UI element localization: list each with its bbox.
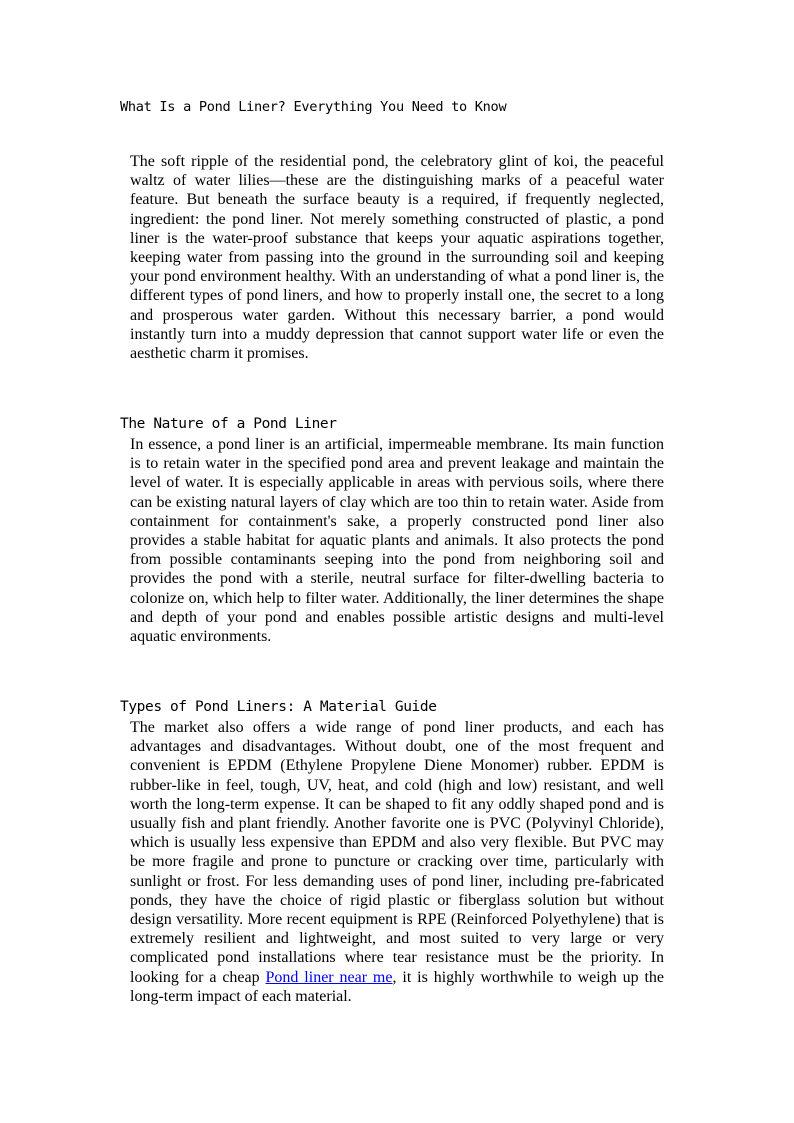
section-heading-types: Types of Pond Liners: A Material Guide [120, 699, 437, 715]
section-body-types [130, 718, 664, 1006]
page-title: What Is a Pond Liner? Everything You Need to Know [120, 99, 507, 115]
intro-paragraph: The soft ripple of the residential pond, the celebratory glint of koi, the peaceful waltz of water lilies—these are the distinguishing marks of a peaceful water feature. But beneath the surface beauty is a required, if frequently neglected, ingredient: the pond liner. Not merely something constructed of plastic, a pond liner is the water-proof substance that keeps your aquatic aspirations together, keeping water from passing into the ground in the surrounding soil and keeping your pond environment healthy. With an understanding of what a pond liner is, the different types of pond liners, and how to properly install one, the secret to a long and prosperous water garden. Without this necessary barrier, a pond would instantly turn into a muddy depression that cannot support water life or even the aesthetic charm it promises. [130, 153, 664, 363]
types-text-after-link: , it is highly worthwhile to weigh up the long-term impact of each material. [130, 968, 665, 1005]
pond-liner-near-me-link[interactable]: Pond liner near me [265, 968, 393, 986]
section-body-nature: In essence, a pond liner is an artificial, impermeable membrane. Its main function is to retain water in the specified pond area and prevent leakage and maintain the level of water. It is especially applicable in areas with pervious soils, where there can be existing natural layers of clay which are too thin to retain water. Aside from containment for containment's sake, a properly constructed pond liner also provides a stable habitat for aquatic plants and animals. It also protects the pond from possible contaminants seeping into the pond from neighboring soil and provides the pond with a sterile, neutral surface for filter-dwelling bacteria to colonize on, which help to filter water. Additionally, the liner determines the shape and depth of your pond and enables possible artistic designs and multi-level aquatic environments. [130, 436, 664, 646]
section-heading-nature: The Nature of a Pond Liner [120, 416, 337, 432]
types-text-before-link: The market also offers a wide range of pond liner products, and each has advantages and disadvantages. Without doubt, one of the most frequent and convenient is EPDM (Ethylene Propylene Diene Monomer) rubber. EPDM is rubber-like in feel, tough, UV, heat, and cold (high and low) resistant, and well worth the long-term expense. It can be shaped to fit any oddly shaped pond and is usually fish and plant friendly. Another favorite one is PVC (Polyvinyl Chloride), which is usually less expensive than EPDM and also very flexible. But PVC may be more fragile and prone to puncture or cracking over time, particularly with sunlight or frost. For less demanding uses of pond liner, including pre-fabricated ponds, they have the choice of rigid plastic or fiberglass solution but without design versatility. More recent equipment is RPE (Reinforced Polyethylene) that is extremely resilient and lightweight, and most suited to very large or very complicated pond installations where tear resistance must be the priority. In looking for a cheap [130, 719, 664, 986]
